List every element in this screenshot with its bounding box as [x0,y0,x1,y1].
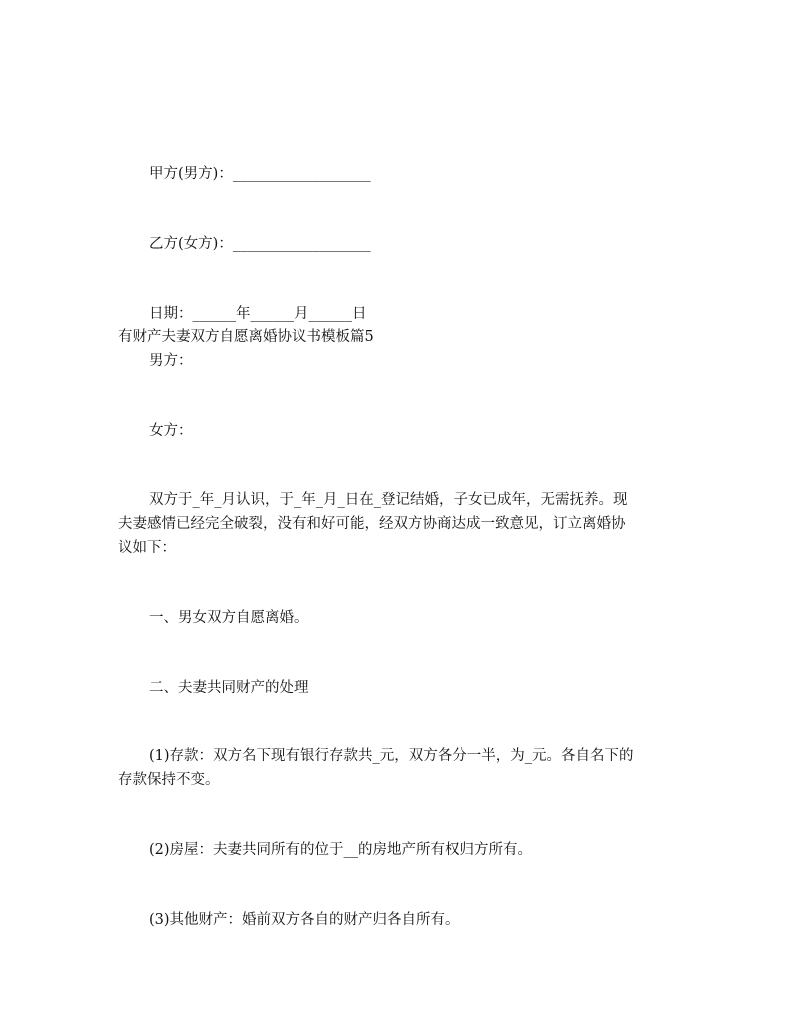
item-3: (3)其他财产：婚前双方各自的财产归各自所有。 [149,912,460,928]
item-1-line-1: (1)存款：双方名下现有银行存款共_元，双方各分一半，为_元。各自名下的 [149,748,634,764]
item-1-line-2: 存款保持不变。 [118,772,220,788]
woman-label: 女方： [149,423,193,439]
man-label: 男方： [149,353,193,369]
party-a-signature-line: 甲方(男方)：___________________ [149,166,371,182]
party-b-signature-line: 乙方(女方)：___________________ [149,236,371,252]
section-title: 有财产夫妻双方自愿离婚协议书模板篇5 [118,329,374,345]
signature-date-line: 日期：______年______月______日 [149,306,367,322]
intro-line-3: 议如下： [118,540,176,556]
intro-line-1: 双方于_年_月认识，于_年_月_日在_登记结婚，子女已成年，无需抚养。现 [149,492,628,508]
clause-1: 一、男女双方自愿离婚。 [149,610,309,626]
item-2: (2)房屋：夫妻共同所有的位于__的房地产所有权归方所有。 [149,842,533,858]
item-1-paragraph [118,744,678,792]
intro-line-2: 夫妻感情已经完全破裂，没有和好可能，经双方协商达成一致意见，订立离婚协 [118,516,626,532]
clause-2-heading: 二、夫妻共同财产的处理 [149,680,309,696]
intro-paragraph [118,488,678,560]
